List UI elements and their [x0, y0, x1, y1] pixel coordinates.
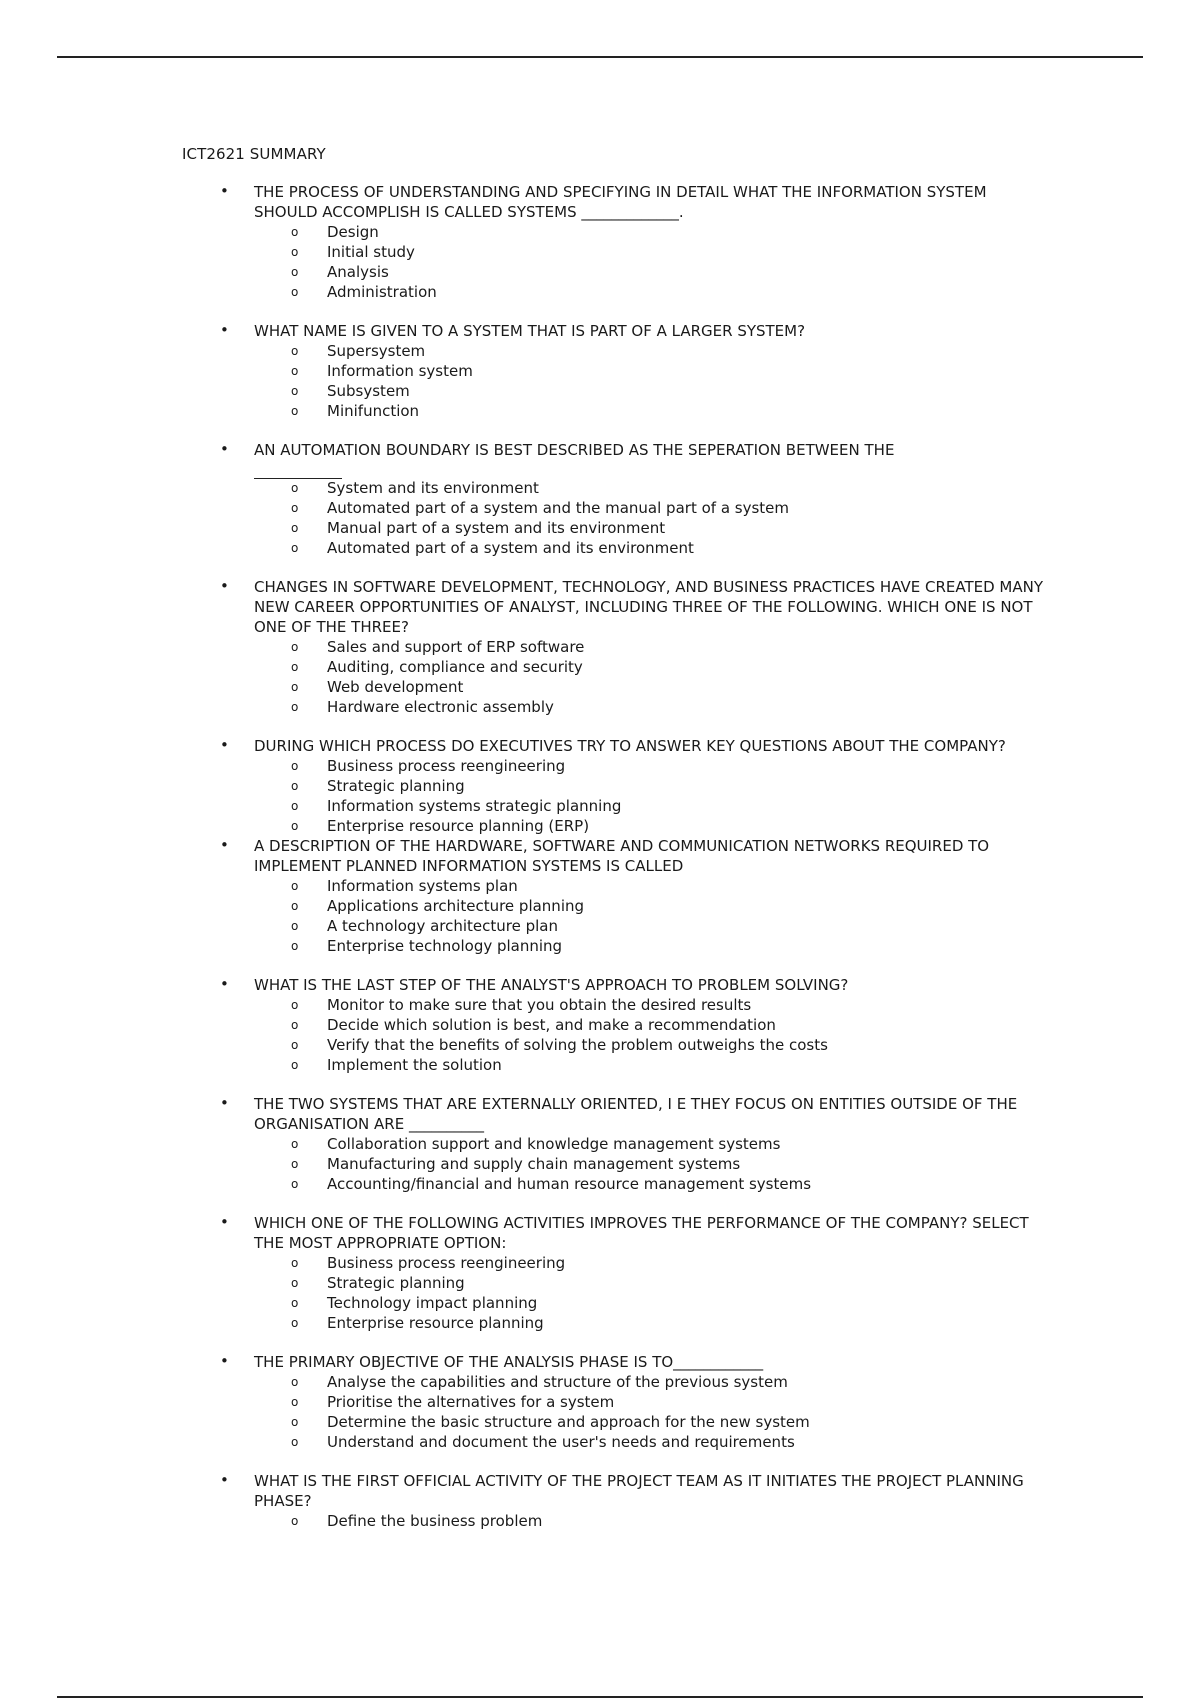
option-text: Enterprise resource planning (ERP) — [327, 817, 590, 835]
question-item — [182, 1471, 1052, 1531]
option-item — [182, 1273, 1052, 1293]
circle-bullet-icon: o — [291, 998, 299, 1012]
option-text: Prioritise the alternatives for a system — [327, 1393, 615, 1411]
circle-bullet-icon: o — [291, 404, 299, 418]
question-item — [182, 321, 1052, 421]
circle-bullet-icon: o — [291, 521, 299, 535]
option-text: Determine the basic structure and approach for the new system — [327, 1413, 810, 1431]
circle-bullet-icon: o — [291, 1157, 299, 1171]
bullet-icon: • — [220, 182, 229, 200]
option-item — [182, 816, 1052, 836]
option-item — [182, 242, 1052, 262]
option-item — [182, 1134, 1052, 1154]
option-item — [182, 222, 1052, 242]
circle-bullet-icon: o — [291, 779, 299, 793]
option-list — [182, 478, 1052, 558]
option-text: Manual part of a system and its environment — [327, 519, 666, 537]
question-text: A DESCRIPTION OF THE HARDWARE, SOFTWARE AND COMMUNICATION NETWORKS REQUIRED TO IMPLEMENT PLANNED INFORMATION SYSTEMS IS CALLED — [254, 837, 990, 875]
option-item — [182, 637, 1052, 657]
question-item — [182, 182, 1052, 302]
circle-bullet-icon: o — [291, 660, 299, 674]
circle-bullet-icon: o — [291, 364, 299, 378]
option-item — [182, 1392, 1052, 1412]
option-text: Information system — [327, 362, 473, 380]
circle-bullet-icon: o — [291, 819, 299, 833]
option-list — [182, 637, 1052, 717]
bullet-icon: • — [220, 1213, 229, 1231]
circle-bullet-icon: o — [291, 1514, 299, 1528]
circle-bullet-icon: o — [291, 344, 299, 358]
bullet-icon: • — [220, 736, 229, 754]
circle-bullet-icon: o — [291, 799, 299, 813]
option-item — [182, 1174, 1052, 1194]
bullet-icon: • — [220, 1471, 229, 1489]
question-item — [182, 1213, 1052, 1333]
circle-bullet-icon: o — [291, 541, 299, 555]
question-text: AN AUTOMATION BOUNDARY IS BEST DESCRIBED AS THE SEPERATION BETWEEN THE — [254, 441, 895, 459]
circle-bullet-icon: o — [291, 640, 299, 654]
option-list — [182, 995, 1052, 1075]
circle-bullet-icon: o — [291, 481, 299, 495]
question-item — [182, 736, 1052, 836]
circle-bullet-icon: o — [291, 1018, 299, 1032]
option-text: Monitor to make sure that you obtain the desired results — [327, 996, 752, 1014]
circle-bullet-icon: o — [291, 1395, 299, 1409]
circle-bullet-icon: o — [291, 1177, 299, 1191]
option-item — [182, 1035, 1052, 1055]
question-text: WHICH ONE OF THE FOLLOWING ACTIVITIES IMPROVES THE PERFORMANCE OF THE COMPANY? SELECT THE MOST APPROPRIATE OPTION: — [254, 1214, 1029, 1252]
option-text: Information systems strategic planning — [327, 797, 622, 815]
option-text: Enterprise technology planning — [327, 937, 563, 955]
question-text: THE PROCESS OF UNDERSTANDING AND SPECIFYING IN DETAIL WHAT THE INFORMATION SYSTEM SHOULD ACCOMPLISH IS CALLED SYSTEMS _____________. — [254, 183, 987, 221]
option-text: Information systems plan — [327, 877, 518, 895]
option-item — [182, 341, 1052, 361]
option-text: Implement the solution — [327, 1056, 502, 1074]
option-text: Analysis — [327, 263, 389, 281]
circle-bullet-icon: o — [291, 384, 299, 398]
bullet-icon: • — [220, 836, 229, 854]
circle-bullet-icon: o — [291, 919, 299, 933]
option-text: Business process reengineering — [327, 757, 566, 775]
question-text: CHANGES IN SOFTWARE DEVELOPMENT, TECHNOLOGY, AND BUSINESS PRACTICES HAVE CREATED MANY NEW CAREER OPPORTUNITIES OF ANALYST, INCLUDING THREE OF THE FOLLOWING. WHICH ONE IS NOT ONE OF THE THREE? — [254, 578, 1044, 636]
option-item — [182, 401, 1052, 421]
option-list — [182, 222, 1052, 302]
option-text: Strategic planning — [327, 777, 465, 795]
bullet-icon: • — [220, 321, 229, 339]
option-item — [182, 478, 1052, 498]
question-item — [182, 440, 1052, 558]
option-text: Understand and document the user's needs and requirements — [327, 1433, 795, 1451]
option-text: Sales and support of ERP software — [327, 638, 585, 656]
option-text: A technology architecture plan — [327, 917, 559, 935]
circle-bullet-icon: o — [291, 1296, 299, 1310]
bullet-icon: • — [220, 975, 229, 993]
question-text: THE PRIMARY OBJECTIVE OF THE ANALYSIS PHASE IS TO____________ — [254, 1353, 764, 1371]
option-item — [182, 262, 1052, 282]
option-item — [182, 498, 1052, 518]
option-text: Business process reengineering — [327, 1254, 566, 1272]
bullet-icon: • — [220, 1094, 229, 1112]
question-item — [182, 1352, 1052, 1452]
option-item — [182, 896, 1052, 916]
option-text: Minifunction — [327, 402, 420, 420]
bullet-icon: • — [220, 577, 229, 595]
question-text: WHAT IS THE FIRST OFFICIAL ACTIVITY OF THE PROJECT TEAM AS IT INITIATES THE PROJECT PLANNING PHASE? — [254, 1472, 1024, 1510]
option-item — [182, 1154, 1052, 1174]
option-text: Decide which solution is best, and make a recommendation — [327, 1016, 776, 1034]
option-item — [182, 1372, 1052, 1392]
circle-bullet-icon: o — [291, 1375, 299, 1389]
option-item — [182, 756, 1052, 776]
top-rule — [57, 56, 1143, 58]
option-item — [182, 1253, 1052, 1273]
question-text: WHAT IS THE LAST STEP OF THE ANALYST'S APPROACH TO PROBLEM SOLVING? — [254, 976, 849, 994]
option-item — [182, 1412, 1052, 1432]
bullet-icon: • — [220, 440, 229, 458]
option-text: Collaboration support and knowledge management systems — [327, 1135, 781, 1153]
question-text: WHAT NAME IS GIVEN TO A SYSTEM THAT IS PART OF A LARGER SYSTEM? — [254, 322, 806, 340]
option-text: Verify that the benefits of solving the problem outweighs the costs — [327, 1036, 828, 1054]
bullet-icon: • — [220, 1352, 229, 1370]
circle-bullet-icon: o — [291, 1256, 299, 1270]
question-list — [182, 182, 1052, 1550]
option-text: Hardware electronic assembly — [327, 698, 554, 716]
option-item — [182, 776, 1052, 796]
option-item — [182, 1293, 1052, 1313]
question-item — [182, 975, 1052, 1075]
option-item — [182, 677, 1052, 697]
circle-bullet-icon: o — [291, 265, 299, 279]
option-item — [182, 1055, 1052, 1075]
option-text: Initial study — [327, 243, 415, 261]
option-item — [182, 995, 1052, 1015]
option-item — [182, 361, 1052, 381]
option-text: Accounting/financial and human resource management systems — [327, 1175, 812, 1193]
option-item — [182, 538, 1052, 558]
circle-bullet-icon: o — [291, 1038, 299, 1052]
option-text: Web development — [327, 678, 464, 696]
option-text: Analyse the capabilities and structure of the previous system — [327, 1373, 788, 1391]
option-item — [182, 282, 1052, 302]
option-text: Strategic planning — [327, 1274, 465, 1292]
circle-bullet-icon: o — [291, 1435, 299, 1449]
circle-bullet-icon: o — [291, 245, 299, 259]
circle-bullet-icon: o — [291, 1276, 299, 1290]
option-list — [182, 1253, 1052, 1333]
option-item — [182, 796, 1052, 816]
question-item — [182, 577, 1052, 717]
circle-bullet-icon: o — [291, 680, 299, 694]
option-list — [182, 1134, 1052, 1194]
circle-bullet-icon: o — [291, 939, 299, 953]
option-list — [182, 341, 1052, 421]
circle-bullet-icon: o — [291, 225, 299, 239]
bottom-rule — [57, 1696, 1143, 1698]
option-text: Technology impact planning — [327, 1294, 538, 1312]
option-item — [182, 518, 1052, 538]
option-item — [182, 936, 1052, 956]
circle-bullet-icon: o — [291, 700, 299, 714]
question-item — [182, 1094, 1052, 1194]
circle-bullet-icon: o — [291, 285, 299, 299]
option-item — [182, 876, 1052, 896]
option-text: Enterprise resource planning — [327, 1314, 544, 1332]
question-text: THE TWO SYSTEMS THAT ARE EXTERNALLY ORIENTED, I E THEY FOCUS ON ENTITIES OUTSIDE OF THE ORGANISATION ARE __________ — [254, 1095, 1018, 1133]
circle-bullet-icon: o — [291, 759, 299, 773]
option-item — [182, 381, 1052, 401]
option-item — [182, 657, 1052, 677]
option-text: Automated part of a system and its environment — [327, 539, 694, 557]
option-item — [182, 1432, 1052, 1452]
option-text: Manufacturing and supply chain management systems — [327, 1155, 741, 1173]
option-list — [182, 1511, 1052, 1531]
option-text: Supersystem — [327, 342, 426, 360]
option-text: Design — [327, 223, 379, 241]
option-item — [182, 1313, 1052, 1333]
option-text: Auditing, compliance and security — [327, 658, 583, 676]
answer-blank-line — [254, 460, 342, 479]
option-item — [182, 916, 1052, 936]
circle-bullet-icon: o — [291, 899, 299, 913]
option-text: Administration — [327, 283, 437, 301]
option-list — [182, 1372, 1052, 1452]
circle-bullet-icon: o — [291, 1137, 299, 1151]
question-item — [182, 836, 1052, 956]
circle-bullet-icon: o — [291, 1316, 299, 1330]
option-item — [182, 1511, 1052, 1531]
circle-bullet-icon: o — [291, 1415, 299, 1429]
document-title: ICT2621 SUMMARY — [182, 145, 326, 163]
circle-bullet-icon: o — [291, 879, 299, 893]
circle-bullet-icon: o — [291, 1058, 299, 1072]
question-text: DURING WHICH PROCESS DO EXECUTIVES TRY TO ANSWER KEY QUESTIONS ABOUT THE COMPANY? — [254, 737, 1006, 755]
option-text: Applications architecture planning — [327, 897, 585, 915]
option-text: System and its environment — [327, 479, 539, 497]
option-list — [182, 756, 1052, 836]
option-list — [182, 876, 1052, 956]
circle-bullet-icon: o — [291, 501, 299, 515]
option-text: Define the business problem — [327, 1512, 543, 1530]
option-item — [182, 1015, 1052, 1035]
option-item — [182, 697, 1052, 717]
option-text: Subsystem — [327, 382, 410, 400]
option-text: Automated part of a system and the manual part of a system — [327, 499, 790, 517]
